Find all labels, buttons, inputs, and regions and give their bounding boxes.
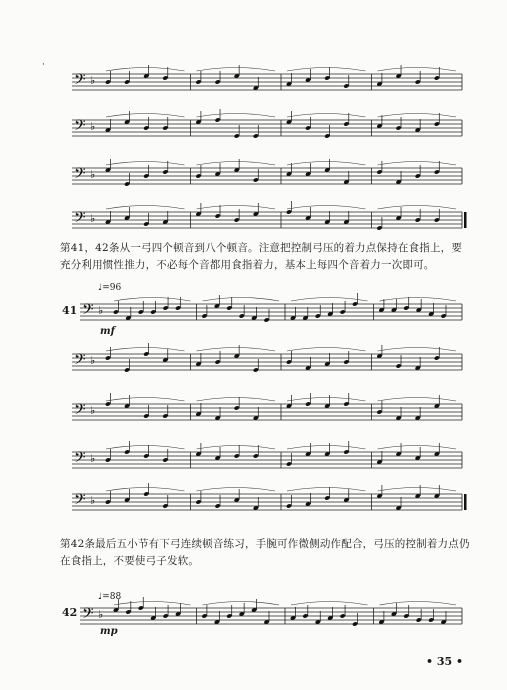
exercise-number-41: 41 bbox=[62, 304, 78, 317]
staff-system-3 bbox=[0, 156, 507, 200]
slur bbox=[287, 162, 366, 166]
slur bbox=[106, 348, 185, 352]
slur bbox=[378, 348, 457, 352]
slur bbox=[378, 398, 457, 402]
slur bbox=[197, 446, 276, 450]
tempo-marking-41: ♩=96 bbox=[98, 283, 122, 293]
slur bbox=[106, 398, 185, 402]
slur bbox=[197, 114, 276, 118]
flat-icon: ♭ bbox=[90, 74, 96, 87]
slur bbox=[287, 114, 366, 118]
flat-icon: ♭ bbox=[90, 494, 96, 507]
staff-system-2 bbox=[0, 108, 507, 152]
dynamic-marking-42: mp bbox=[100, 626, 118, 637]
page-number: • 35 • bbox=[425, 655, 463, 668]
bass-clef-icon: 𝄢 bbox=[82, 301, 94, 322]
slur bbox=[203, 298, 280, 302]
final-barline bbox=[464, 494, 467, 510]
bass-clef-icon: 𝄢 bbox=[74, 449, 86, 470]
staff-system-7 bbox=[0, 392, 507, 436]
flat-icon: ♭ bbox=[90, 168, 96, 181]
slur bbox=[287, 68, 366, 72]
flat-icon: ♭ bbox=[90, 120, 96, 133]
staff-system-9 bbox=[0, 482, 507, 526]
slur bbox=[203, 602, 280, 606]
bass-clef-icon: 𝄢 bbox=[82, 605, 94, 626]
flat-icon: ♭ bbox=[90, 354, 96, 367]
instruction-paragraph-2: 第42条最后五小节有下弓连续顿音练习，手腕可作微侧动作配合，弓压的控制着力点仍在食指上，不要使弓子发软。 bbox=[60, 538, 470, 567]
bass-clef-icon: 𝄢 bbox=[74, 117, 86, 138]
slur bbox=[287, 488, 366, 492]
flat-icon: ♭ bbox=[90, 404, 96, 417]
slur bbox=[197, 488, 276, 492]
slur bbox=[106, 162, 185, 166]
slur bbox=[378, 68, 457, 72]
slur bbox=[378, 206, 457, 210]
bass-clef-icon: 𝄢 bbox=[74, 209, 86, 230]
staff-system-8 bbox=[0, 440, 507, 484]
dynamic-marking-41: mf bbox=[100, 326, 115, 337]
slur bbox=[378, 162, 457, 166]
slur bbox=[106, 488, 185, 492]
slur bbox=[378, 114, 457, 118]
flat-icon: ♭ bbox=[90, 452, 96, 465]
final-barline bbox=[464, 212, 467, 228]
bass-clef-icon: 𝄢 bbox=[74, 71, 86, 92]
slur bbox=[197, 162, 276, 166]
flat-icon: ♭ bbox=[98, 608, 104, 621]
staff-system-5 bbox=[0, 292, 507, 336]
slur bbox=[291, 298, 368, 302]
slur bbox=[106, 206, 185, 210]
slur bbox=[197, 68, 276, 72]
bass-clef-icon: 𝄢 bbox=[74, 351, 86, 372]
slur bbox=[106, 446, 185, 450]
slur bbox=[378, 446, 457, 450]
flat-icon: ♭ bbox=[90, 212, 96, 225]
slur bbox=[106, 68, 185, 72]
slur bbox=[197, 206, 276, 210]
slur bbox=[114, 602, 191, 606]
staff-system-6 bbox=[0, 342, 507, 386]
exercise-number-42: 42 bbox=[62, 606, 78, 619]
tempo-marking-42: ♩=88 bbox=[98, 592, 122, 602]
slur bbox=[380, 298, 457, 302]
slur bbox=[287, 348, 366, 352]
stray-mark: · bbox=[42, 60, 45, 70]
staff-system-4 bbox=[0, 200, 507, 244]
staff-system-10 bbox=[0, 596, 507, 640]
bass-clef-icon: 𝄢 bbox=[74, 165, 86, 186]
slur bbox=[380, 602, 457, 606]
slur bbox=[287, 398, 366, 402]
slur bbox=[378, 488, 457, 492]
slur bbox=[287, 446, 366, 450]
instruction-paragraph-1: 第41，42条从一弓四个顿音到八个顿音。注意把控制弓压的着力点保持在食指上，要充分利用惯性推力，不必每个音都用食指着力，基本上每四个音着力一次即可。 bbox=[60, 242, 463, 271]
slur bbox=[114, 298, 191, 302]
staff-system-1 bbox=[0, 62, 507, 106]
flat-icon: ♭ bbox=[98, 304, 104, 317]
slur bbox=[197, 348, 276, 352]
slur bbox=[197, 398, 276, 402]
slur bbox=[291, 602, 368, 606]
bass-clef-icon: 𝄢 bbox=[74, 491, 86, 512]
bass-clef-icon: 𝄢 bbox=[74, 401, 86, 422]
slur bbox=[106, 114, 185, 118]
slur bbox=[287, 206, 366, 210]
